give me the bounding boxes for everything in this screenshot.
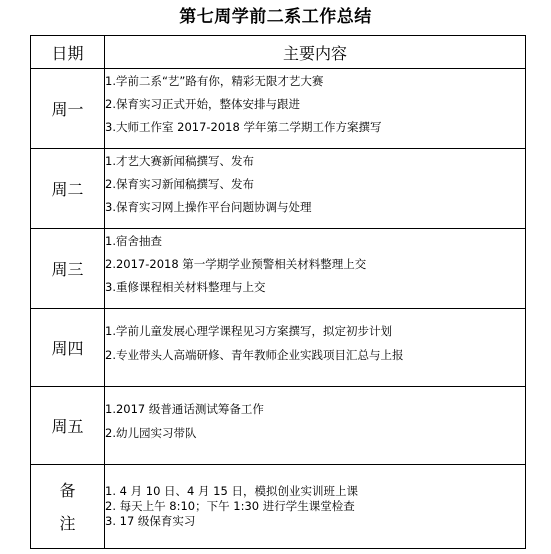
list-item: 3.保育实习网上操作平台问题协调与处理 [105, 200, 312, 214]
day-label: 周五 [31, 387, 105, 465]
day-label: 周三 [31, 229, 105, 309]
notes-items [105, 465, 526, 549]
day-label: 周二 [31, 149, 105, 229]
table-row [31, 69, 526, 149]
header-row [31, 36, 526, 69]
table-row [31, 387, 526, 465]
notes-label-line: 备 [59, 480, 76, 500]
list-item: 1.学前二系“艺”路有你，精彩无限才艺大赛 [105, 74, 324, 88]
note-item: 1. 4 月 10 日、4 月 15 日，模拟创业实训班上课 [105, 484, 358, 498]
note-item: 3. 17 级保育实习 [105, 514, 196, 528]
day-items [105, 387, 526, 465]
list-item: 3.大师工作室 2017-2018 学年第二学期工作方案撰写 [105, 120, 382, 134]
document-title: 第七周学前二系工作总结 [179, 7, 372, 27]
day-items [105, 309, 526, 387]
list-item: 2.幼儿园实习带队 [105, 425, 197, 440]
list-item: 2.保育实习正式开始，整体安排与跟进 [105, 97, 300, 111]
list-item: 1.2017 级普通话测试筹备工作 [105, 401, 264, 416]
note-item: 2. 每天上午 8:10；下午 1:30 进行学生课堂检查 [105, 499, 355, 513]
list-item: 2.专业带头人高端研修、青年教师企业实践项目汇总与上报 [105, 347, 404, 362]
weekly-summary-table [30, 35, 526, 549]
notes-label-line: 注 [59, 513, 76, 533]
list-item: 2.保育实习新闻稿撰写、发布 [105, 177, 254, 191]
day-items [105, 229, 526, 309]
list-item: 1.才艺大赛新闻稿撰写、发布 [105, 154, 254, 168]
table-row [31, 149, 526, 229]
header-day: 日期 [31, 36, 105, 69]
day-items [105, 149, 526, 229]
table-row [31, 309, 526, 387]
notes-label [31, 465, 105, 549]
list-item: 3.重修课程相关材料整理与上交 [105, 280, 266, 294]
list-item: 2.2017-2018 第一学期学业预警相关材料整理上交 [105, 257, 367, 271]
header-content: 主要内容 [105, 36, 526, 69]
table-row [31, 229, 526, 309]
notes-row [31, 465, 526, 549]
list-item: 1.宿舍抽查 [105, 234, 162, 248]
list-item: 1.学前儿童发展心理学课程见习方案撰写，拟定初步计划 [105, 323, 392, 338]
day-label: 周一 [31, 69, 105, 149]
day-label: 周四 [31, 309, 105, 387]
day-items [105, 69, 526, 149]
